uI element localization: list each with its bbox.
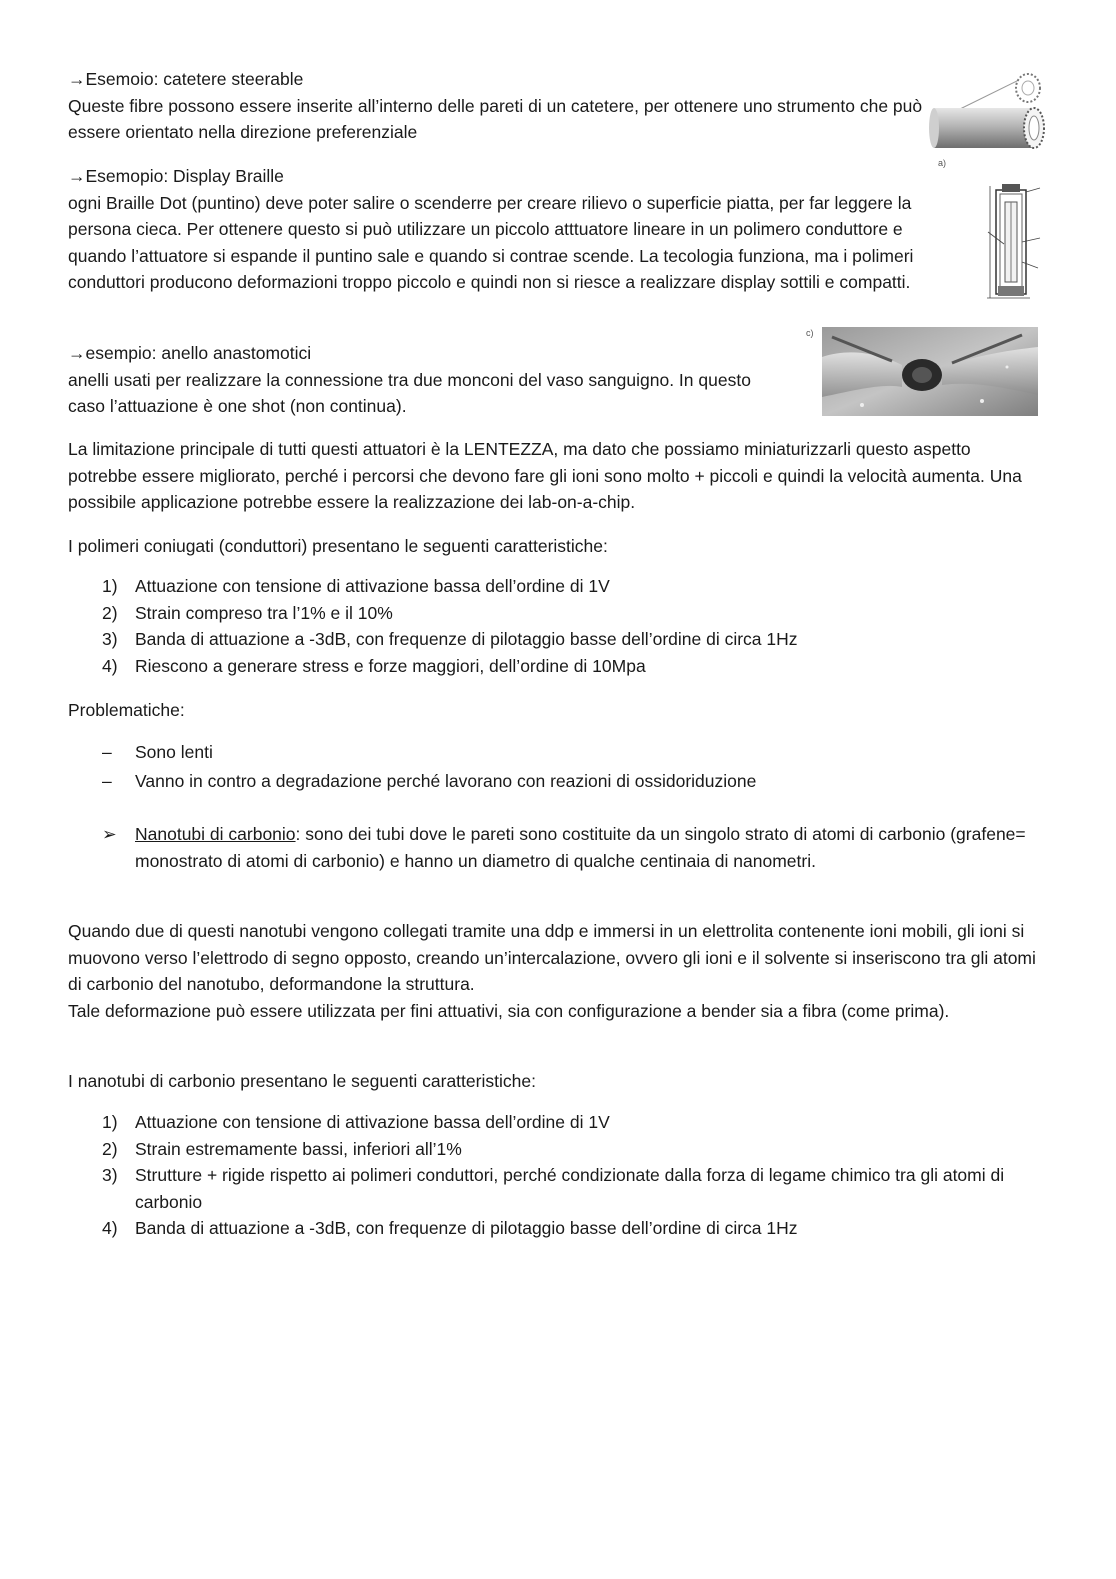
list-number: 1) <box>102 576 118 596</box>
list-item <box>68 1109 1043 1136</box>
paragraph-text: I polimeri coniugati (conduttori) presentano le seguenti caratteristiche: <box>68 536 608 556</box>
list-item <box>68 767 1043 796</box>
list-text: Banda di attuazione a -3dB, con frequenze di pilotaggio basse dell’ordine di circa 1Hz <box>135 629 798 649</box>
list-item <box>68 573 1043 600</box>
example-heading: →Esemopio: Display Braille <box>68 166 284 186</box>
catheter-figure <box>928 70 1048 170</box>
list-text: Riescono a generare stress e forze maggiori, dell’ordine di 10Mpa <box>135 655 646 676</box>
list-number: 1) <box>102 1112 118 1132</box>
list-number: 3) <box>102 629 118 649</box>
limitation-paragraph <box>68 436 1043 516</box>
list-item <box>68 1215 1043 1242</box>
problems-list <box>68 738 1043 796</box>
example-heading: →esempio: anello anastomotici <box>68 343 312 363</box>
polymers-features-list <box>68 573 1043 679</box>
nanotubes-features-list <box>68 1109 1043 1242</box>
list-number: 2) <box>102 1138 118 1159</box>
figure-label-c: c) <box>806 328 814 338</box>
list-number: 3) <box>102 1165 118 1185</box>
example-body: anelli usati per realizzare la connessione tra due monconi del vaso sanguigno. In questo caso l’attuazione è one shot (non continua). <box>68 369 751 416</box>
list-item <box>68 653 1043 680</box>
paragraph-text: I nanotubi di carbonio presentano le seguenti caratteristiche: <box>68 1071 536 1091</box>
list-item <box>68 626 1043 653</box>
list-item <box>68 738 1043 767</box>
list-item <box>68 1136 1043 1163</box>
list-dash: – <box>102 742 112 762</box>
list-text: Attuazione con tensione di attivazione bassa dell’ordine di 1V <box>135 576 610 596</box>
list-text: Sono lenti <box>135 742 213 762</box>
list-dash: – <box>102 771 112 791</box>
example-braille <box>68 163 948 296</box>
braille-actuator-figure <box>986 182 1044 304</box>
example-body: Queste fibre possono essere inserite all’interno delle pareti di un catetere, per ottenere uno strumento che può essere orientato nella direzione preferenziale <box>68 95 923 142</box>
list-number: 4) <box>102 1218 118 1238</box>
example-heading: →Esemoio: catetere steerable <box>68 69 304 89</box>
arrow-bullet-icon: ➢ <box>102 824 117 844</box>
paragraph-text: Problematiche: <box>68 700 185 720</box>
list-text: Strain estremamente bassi, inferiori all’1% <box>135 1138 462 1159</box>
list-text: Strutture + rigide rispetto ai polimeri conduttori, perché condizionate dalla forza di legame chimico tra gli atomi di carbonio <box>135 1165 1005 1212</box>
anastomotic-ring-photo <box>822 327 1038 416</box>
intercalation-paragraph <box>68 918 1043 1024</box>
polymers-intro <box>68 533 1043 560</box>
list-text: Strain compreso tra l’1% e il 10% <box>135 602 393 623</box>
list-number: 2) <box>102 602 118 623</box>
nanotubes-definition <box>68 821 1043 874</box>
example-anastomotic-ring <box>68 340 788 420</box>
problems-heading <box>68 697 1043 724</box>
nanotubes-text: : sono dei tubi dove le pareti sono costituite da un singolo strato di atomi di carbonio (grafene= monostrato di atomi di carbonio) e hanno un diametro di qualche centinaia di nanometri. <box>135 824 1026 871</box>
paragraph-text: Tale deformazione può essere utilizzata per fini attuativi, sia con configurazione a bender sia a fibra (come prima). <box>68 1000 950 1021</box>
list-text: Attuazione con tensione di attivazione bassa dell’ordine di 1V <box>135 1112 610 1132</box>
list-item <box>68 821 1043 874</box>
example-catheter <box>68 66 928 146</box>
list-text: Vanno in contro a degradazione perché lavorano con reazioni di ossidoriduzione <box>135 771 757 791</box>
list-item <box>68 600 1043 627</box>
list-item <box>68 1162 1043 1215</box>
list-number: 4) <box>102 655 118 676</box>
figure-label-a: a) <box>938 158 947 168</box>
list-text: Banda di attuazione a -3dB, con frequenze di pilotaggio basse dell’ordine di circa 1Hz <box>135 1218 798 1238</box>
paragraph-text: Quando due di questi nanotubi vengono collegati tramite una ddp e immersi in un elettrolita contenente ioni mobili, gli ioni si muovono verso l’elettrodo di segno opposto, creando un’intercalazione, ovvero gli ioni e il solvente si inseriscono tra gli atomi di carbonio del nanotubo, deformandone la struttura. <box>68 921 1036 994</box>
nanotubes-term: Nanotubi di carbonio <box>135 824 296 844</box>
paragraph-text: La limitazione principale di tutti questi attuatori è la LENTEZZA, ma dato che possiamo miniaturizzarli questo aspetto potrebbe essere migliorato, perché i percorsi che devono fare gli ioni sono molto + piccoli e quindi la velocità aumenta. Una possibile applicazione potrebbe essere la realizzazione dei lab-on-a-chip. <box>68 439 1022 512</box>
example-body: ogni Braille Dot (puntino) deve poter salire o scenderre per creare rilievo o superficie piatta, per far leggere la persona cieca. Per ottenere questo si può utilizzare un piccolo atttuatore lineare in un polimero conduttore e quando l’attuatore si espande il puntino sale e quando si contrae scende. La tecologia funziona, ma i polimeri conduttori producono deformazioni troppo piccolo e quindi non si riesce a realizzare display sottili e compatti. <box>68 192 914 292</box>
nanotubes-intro <box>68 1068 1043 1095</box>
